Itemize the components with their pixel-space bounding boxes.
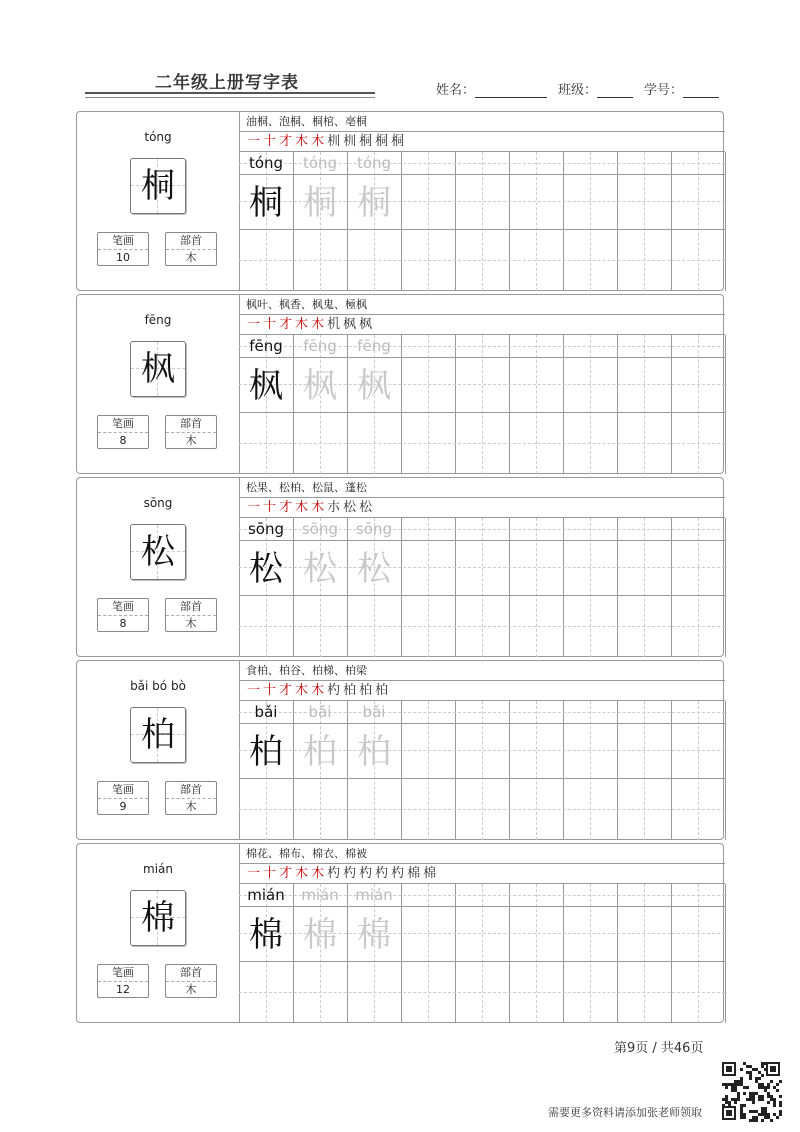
- grid-character-trace: 柏: [303, 732, 337, 772]
- stroke-count-box: [97, 415, 149, 449]
- character-info-panel: [77, 112, 240, 290]
- name-label: 姓名：: [436, 83, 476, 98]
- grid-pinyin-trace: sōng: [355, 520, 393, 538]
- strokes-label: 笔画: [98, 416, 148, 433]
- stroke-step: 木: [295, 134, 309, 149]
- stroke-step: 一: [247, 866, 261, 881]
- stroke-step: 棉: [423, 866, 437, 881]
- grid-pinyin: mián: [247, 886, 285, 904]
- stroke-step: 一: [247, 317, 261, 332]
- stroke-step: 松: [343, 500, 357, 515]
- character-card: [76, 843, 724, 1023]
- grid-character: 松: [249, 549, 283, 589]
- grid-pinyin-trace: fēng: [303, 337, 337, 355]
- radical-value: 木: [185, 983, 197, 996]
- grid-character-trace: 枫: [303, 366, 337, 406]
- grid-character: 柏: [249, 732, 283, 772]
- stroke-step: 木: [295, 317, 309, 332]
- character-glyph: 枫: [141, 349, 175, 389]
- character-pinyin: mián: [143, 862, 173, 876]
- stroke-step: 一: [247, 683, 261, 698]
- stroke-step: 杓: [359, 866, 373, 881]
- example-words: 食柏、柏谷、柏梯、柏梁: [239, 661, 725, 681]
- name-blank[interactable]: [475, 83, 547, 98]
- stroke-step: 机: [327, 317, 341, 332]
- stroke-step: 木: [311, 683, 325, 698]
- stroke-step: 柏: [375, 683, 389, 698]
- grid-character-trace: 枫: [357, 366, 391, 406]
- grid-character-trace: 柏: [357, 732, 391, 772]
- stroke-step: 木: [295, 683, 309, 698]
- footer-note: 需要更多资料请添加张老师领取: [548, 1106, 702, 1119]
- character-card: [76, 477, 724, 657]
- title-rule-thin: [85, 97, 375, 98]
- stroke-order-row: [239, 315, 725, 335]
- id-field[interactable]: [644, 79, 719, 98]
- grid-character-trace: 棉: [357, 915, 391, 955]
- strokes-value: 12: [116, 983, 130, 996]
- character-pinyin: fēng: [144, 313, 172, 327]
- strokes-value: 8: [119, 617, 127, 630]
- grid-character-trace: 松: [303, 549, 337, 589]
- radical-label: 部首: [166, 233, 216, 250]
- stroke-step: 杓: [375, 866, 389, 881]
- radical-value: 木: [185, 434, 197, 447]
- stroke-step: 杊: [343, 134, 357, 149]
- grid-pinyin: fēng: [249, 337, 283, 355]
- character-info-panel: [77, 295, 240, 473]
- radical-label: 部首: [166, 782, 216, 799]
- grid-pinyin-trace: bǎi: [362, 703, 386, 721]
- radical-box: [165, 598, 217, 632]
- stroke-step: 柏: [359, 683, 373, 698]
- class-label: 班级：: [558, 83, 598, 98]
- stroke-step: 木: [311, 317, 325, 332]
- practice-grid[interactable]: [239, 701, 725, 840]
- strokes-label: 笔画: [98, 233, 148, 250]
- stroke-step: 才: [279, 500, 293, 515]
- stroke-step: 桐: [375, 134, 389, 149]
- radical-value: 木: [185, 617, 197, 630]
- stroke-step: 杊: [327, 134, 341, 149]
- stroke-step: 杓: [327, 683, 341, 698]
- strokes-label: 笔画: [98, 599, 148, 616]
- radical-value: 木: [185, 800, 197, 813]
- practice-grid[interactable]: [239, 884, 725, 1023]
- page-title: 二年级上册写字表: [155, 73, 299, 93]
- radical-box: [165, 781, 217, 815]
- stroke-step: 十: [263, 134, 277, 149]
- character-display-box: [130, 341, 186, 397]
- practice-grid[interactable]: [239, 518, 725, 657]
- radical-box: [165, 964, 217, 998]
- grid-character-trace: 棉: [303, 915, 337, 955]
- qr-code-icon: [722, 1062, 780, 1120]
- radical-box: [165, 415, 217, 449]
- stroke-count-box: [97, 232, 149, 266]
- stroke-step: 杓: [343, 866, 357, 881]
- stroke-step: 杓: [327, 866, 341, 881]
- grid-pinyin-trace: bǎi: [308, 703, 332, 721]
- example-words: 棉花、棉布、棉衣、棉被: [239, 844, 725, 864]
- stroke-step: 才: [279, 683, 293, 698]
- strokes-label: 笔画: [98, 965, 148, 982]
- character-display-box: [130, 158, 186, 214]
- grid-pinyin-trace: mián: [355, 886, 393, 904]
- grid-pinyin-trace: mián: [301, 886, 339, 904]
- name-field[interactable]: [436, 79, 547, 98]
- stroke-order-row: [239, 132, 725, 152]
- stroke-step: 木: [311, 134, 325, 149]
- strokes-value: 9: [119, 800, 127, 813]
- stroke-step: 杓: [391, 866, 405, 881]
- stroke-step: 十: [263, 866, 277, 881]
- grid-pinyin: tóng: [248, 154, 284, 172]
- strokes-label: 笔画: [98, 782, 148, 799]
- grid-character: 枫: [249, 366, 283, 406]
- stroke-step: 桐: [359, 134, 373, 149]
- stroke-count-box: [97, 781, 149, 815]
- stroke-count-box: [97, 598, 149, 632]
- stroke-step: 松: [359, 500, 373, 515]
- strokes-value: 10: [116, 251, 130, 264]
- character-info-panel: [77, 844, 240, 1022]
- stroke-step: 木: [311, 866, 325, 881]
- stroke-order-row: [239, 681, 725, 701]
- stroke-step: 朩: [327, 500, 341, 515]
- example-words: 油桐、泡桐、桐棺、亳桐: [239, 112, 725, 132]
- id-blank[interactable]: [683, 83, 719, 98]
- character-info-panel: [77, 478, 240, 656]
- stroke-step: 一: [247, 500, 261, 515]
- grid-character: 桐: [249, 183, 283, 223]
- stroke-step: 十: [263, 683, 277, 698]
- radical-label: 部首: [166, 599, 216, 616]
- stroke-step: 木: [311, 500, 325, 515]
- stroke-step: 十: [263, 317, 277, 332]
- character-display-box: [130, 524, 186, 580]
- character-glyph: 桐: [141, 166, 175, 206]
- character-info-panel: [77, 661, 240, 839]
- character-pinyin: bǎi bó bò: [130, 679, 186, 693]
- character-pinyin: tóng: [144, 130, 172, 144]
- character-glyph: 柏: [141, 715, 175, 755]
- stroke-step: 才: [279, 317, 293, 332]
- page-indicator: 第9页 / 共46页: [614, 1041, 704, 1056]
- title-rule: [85, 92, 375, 94]
- class-blank[interactable]: [597, 83, 633, 98]
- radical-label: 部首: [166, 965, 216, 982]
- class-field[interactable]: [558, 79, 633, 98]
- character-glyph: 棉: [141, 898, 175, 938]
- radical-box: [165, 232, 217, 266]
- radical-label: 部首: [166, 416, 216, 433]
- strokes-value: 8: [119, 434, 127, 447]
- stroke-step: 柏: [343, 683, 357, 698]
- grid-character-trace: 桐: [357, 183, 391, 223]
- stroke-step: 十: [263, 500, 277, 515]
- stroke-step: 木: [295, 500, 309, 515]
- example-words: 松果、松柏、松鼠、蓬松: [239, 478, 725, 498]
- stroke-step: 棉: [407, 866, 421, 881]
- character-display-box: [130, 707, 186, 763]
- grid-pinyin-trace: tóng: [302, 154, 338, 172]
- stroke-step: 一: [247, 134, 261, 149]
- id-label: 学号：: [644, 83, 684, 98]
- practice-grid[interactable]: [239, 335, 725, 474]
- grid-character-trace: 桐: [303, 183, 337, 223]
- grid-pinyin-trace: fēng: [357, 337, 391, 355]
- stroke-count-box: [97, 964, 149, 998]
- example-words: 枫叶、枫香、枫鬼、極枫: [239, 295, 725, 315]
- character-card: [76, 111, 724, 291]
- grid-pinyin-trace: tóng: [356, 154, 392, 172]
- character-card: [76, 294, 724, 474]
- character-card: [76, 660, 724, 840]
- stroke-step: 才: [279, 134, 293, 149]
- grid-pinyin: sōng: [247, 520, 285, 538]
- stroke-step: 枫: [343, 317, 357, 332]
- practice-grid[interactable]: [239, 152, 725, 291]
- radical-value: 木: [185, 251, 197, 264]
- grid-character-trace: 松: [357, 549, 391, 589]
- grid-pinyin: bǎi: [254, 703, 278, 721]
- character-glyph: 松: [141, 532, 175, 572]
- stroke-step: 木: [295, 866, 309, 881]
- stroke-step: 枫: [359, 317, 373, 332]
- character-pinyin: sōng: [143, 496, 173, 510]
- stroke-order-row: [239, 498, 725, 518]
- stroke-order-row: [239, 864, 725, 884]
- grid-character: 棉: [249, 915, 283, 955]
- stroke-step: 才: [279, 866, 293, 881]
- stroke-step: 桐: [391, 134, 405, 149]
- character-display-box: [130, 890, 186, 946]
- grid-pinyin-trace: sōng: [301, 520, 339, 538]
